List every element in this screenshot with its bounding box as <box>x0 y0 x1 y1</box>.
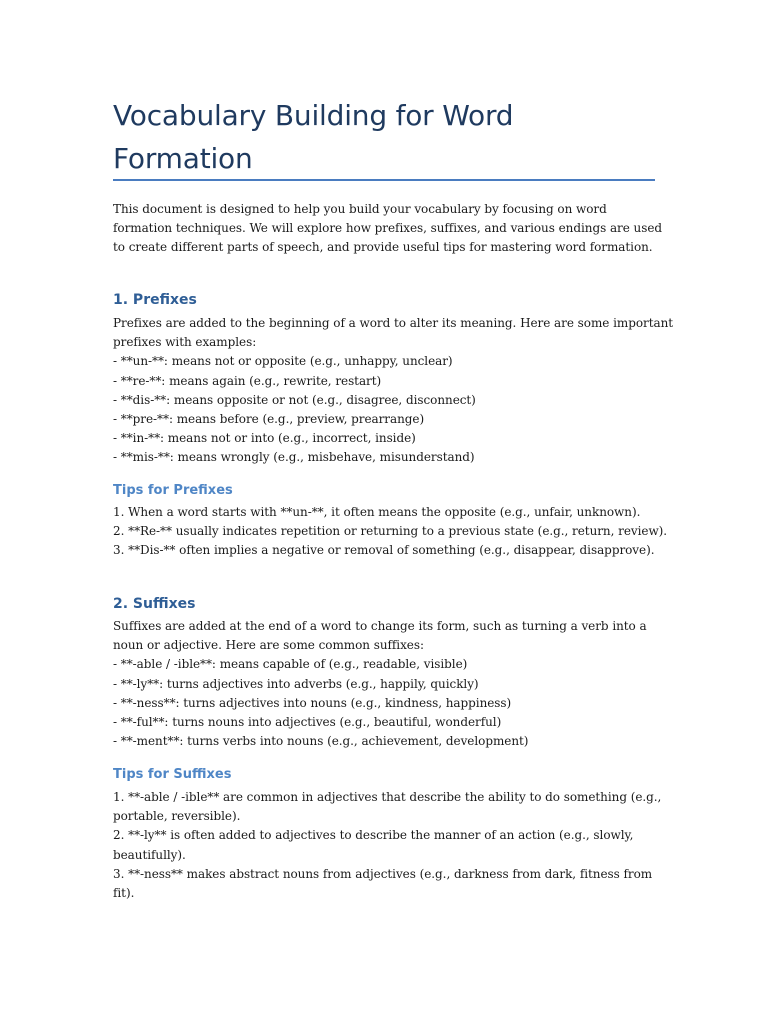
tip-item: 3. **Dis-** often implies a negative or removal of something (e.g., disappear, disapprove). <box>113 543 655 558</box>
tip-item: 1. When a word starts with **un-**, it often means the opposite (e.g., unfair, unknown). <box>113 505 641 519</box>
suffix-list-item: - **-ful**: turns nouns into adjectives (e.g., beautiful, wonderful) <box>113 715 502 730</box>
tips-prefixes-body <box>113 503 668 561</box>
intro-paragraph <box>113 200 663 258</box>
intro-line: This document is designed to help you build your vocabulary by focusing on word <box>113 202 607 216</box>
tips-suffixes-heading: Tips for Suffixes <box>113 767 232 782</box>
suffix-list-item: - **-ment**: turns verbs into nouns (e.g., achievement, development) <box>113 734 529 749</box>
intro-line: to create different parts of speech, and provide useful tips for mastering word formation. <box>113 240 653 255</box>
suffix-list-item: - **-able / -ible**: means capable of (e.g., readable, visible) <box>113 657 468 672</box>
suffixes-line: noun or adjective. Here are some common suffixes: <box>113 638 424 653</box>
prefix-list-item: - **un-**: means not or opposite (e.g., unhappy, unclear) <box>113 354 453 369</box>
prefix-list-item: - **in-**: means not or into (e.g., incorrect, inside) <box>113 431 416 446</box>
tip-item: 2. **-ly** is often added to adjectives to describe the manner of an action (e.g., slowly, <box>113 828 634 843</box>
prefixes-line: prefixes with examples: <box>113 335 257 350</box>
intro-line: formation techniques. We will explore how prefixes, suffixes, and various endings are used <box>113 221 663 236</box>
prefix-list-item: - **dis-**: means opposite or not (e.g., disagree, disconnect) <box>113 392 476 407</box>
tip-item: 1. **-able / -ible** are common in adjectives that describe the ability to do something (e.g., <box>113 790 662 804</box>
tips-suffixes-body <box>113 788 662 903</box>
suffix-list-item: - **-ly**: turns adjectives into adverbs (e.g., happily, quickly) <box>113 676 479 691</box>
tip-item: portable, reversible). <box>113 809 241 824</box>
prefix-list-item: - **mis-**: means wrongly (e.g., misbehave, misunderstand) <box>113 450 475 465</box>
title-underline <box>113 179 655 181</box>
suffix-list-item: - **-ness**: turns adjectives into nouns (e.g., kindness, happiness) <box>113 695 512 710</box>
prefix-list-item: - **re-**: means again (e.g., rewrite, restart) <box>113 373 382 388</box>
suffixes-body <box>113 617 658 751</box>
prefix-list-item: - **pre-**: means before (e.g., preview, prearrange) <box>113 412 425 427</box>
tip-item: 3. **-ness** makes abstract nouns from adjectives (e.g., darkness from dark, fitness from <box>113 866 653 881</box>
document-title: Vocabulary Building for Word Formation <box>113 99 514 175</box>
prefixes-body <box>113 314 674 468</box>
prefixes-line: Prefixes are added to the beginning of a word to alter its meaning. Here are some important <box>113 316 674 330</box>
tips-prefixes-heading: Tips for Prefixes <box>113 483 233 498</box>
suffixes-heading: 2. Suffixes <box>113 596 196 612</box>
tip-item: fit). <box>113 886 135 901</box>
tip-item: beautifully). <box>113 847 186 862</box>
suffixes-line: Suffixes are added at the end of a word to change its form, such as turning a verb into a <box>113 619 647 633</box>
tip-item: 2. **Re-** usually indicates repetition or returning to a previous state (e.g., return, review). <box>113 524 668 539</box>
prefixes-heading: 1. Prefixes <box>113 292 197 308</box>
